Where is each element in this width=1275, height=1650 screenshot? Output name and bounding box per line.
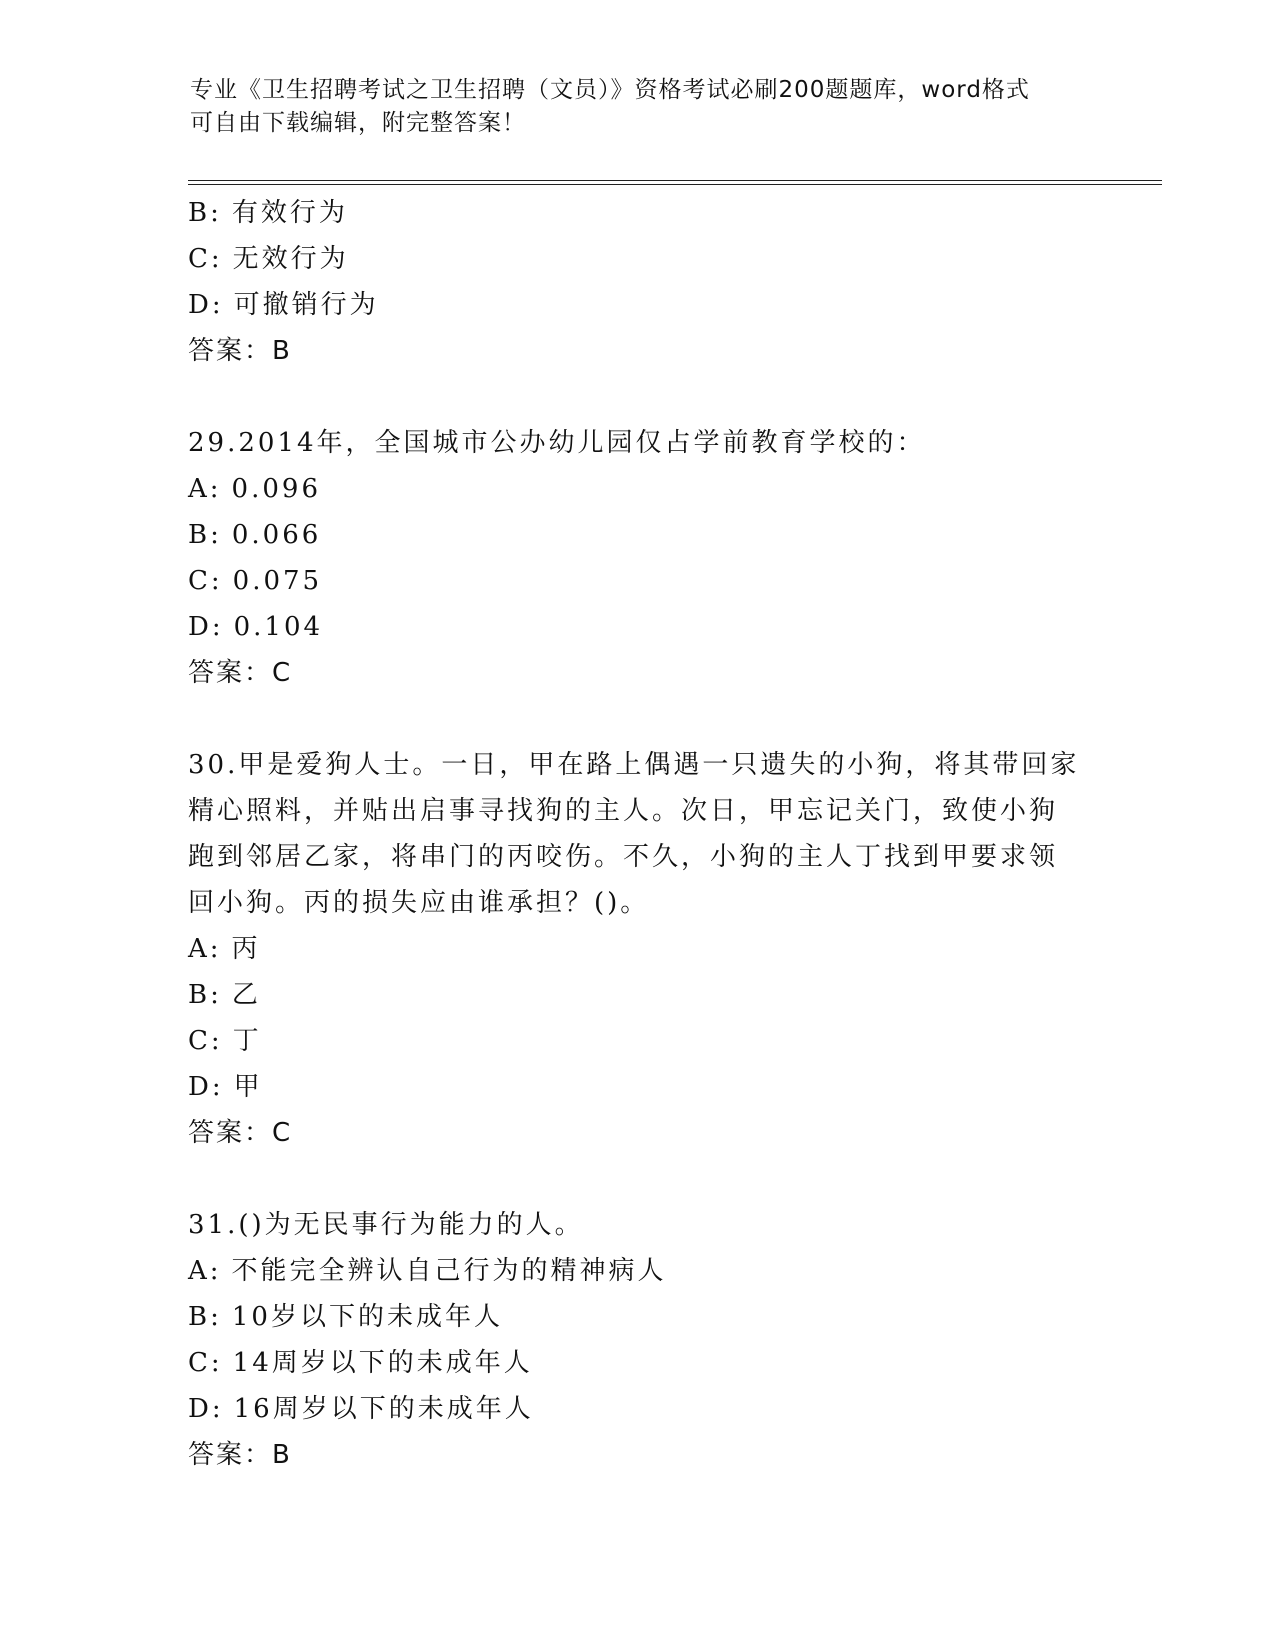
question-29 [188,420,1088,696]
option-text: 0.075 [232,566,323,596]
question-list [188,190,1088,1478]
question-31 [188,1202,1088,1478]
option-text: 无效行为 [232,244,349,274]
option-label: D: [188,612,224,642]
option-text: 0.066 [231,520,322,550]
option-text: 0.104 [233,612,324,642]
option-label: B: [188,980,222,1010]
option-label: A: [188,474,222,504]
answer: 答案：C [188,658,293,688]
option-a [188,466,1088,512]
option-text: 有效行为 [231,198,348,228]
option-label: B: [188,198,222,228]
option-label: B: [188,1302,222,1332]
option-c [188,1340,1088,1386]
option-label: C: [188,1026,223,1056]
question-stem: 31.()为无民事行为能力的人。 [188,1210,584,1240]
header-divider-top [188,180,1162,181]
spacer [188,1156,1088,1202]
question-stem-line: 30.甲是爱狗人士。一日，甲在路上偶遇一只遗失的小狗，将其带回家 [188,750,1080,780]
document-header [190,74,1090,140]
option-a [188,1248,1088,1294]
option-label: D: [188,1072,224,1102]
question-stem-line: 跑到邻居乙家，将串门的丙咬伤。不久，小狗的主人丁找到甲要求领 [188,842,1059,872]
option-label: B: [188,520,222,550]
option-text: 乙 [231,980,261,1010]
option-b [188,972,1088,1018]
option-label: D: [188,290,224,320]
option-label: A: [188,934,222,964]
answer: 答案：C [188,1118,293,1148]
question-stem: 29.2014年，全国城市公办幼儿园仅占学前教育学校的： [188,428,926,458]
option-text: 不能完全辨认自己行为的精神病人 [231,1256,667,1286]
option-text: 丙 [231,934,261,964]
question-30 [188,742,1088,1156]
question-28 [188,190,1088,374]
option-label: C: [188,244,223,274]
header-divider-bottom [188,184,1162,185]
option-label: C: [188,1348,223,1378]
option-text: 14周岁以下的未成年人 [232,1348,533,1378]
option-text: 16周岁以下的未成年人 [233,1394,534,1424]
option-label: D: [188,1394,224,1424]
question-stem-line: 回小狗。丙的损失应由谁承担？()。 [188,888,650,918]
spacer [188,696,1088,742]
spacer [188,374,1088,420]
answer: 答案：B [188,336,292,366]
option-d [188,1064,1088,1110]
option-b [188,512,1088,558]
option-c [188,558,1088,604]
option-label: A: [188,1256,222,1286]
question-stem [188,742,1088,926]
option-label: C: [188,566,223,596]
option-text: 10岁以下的未成年人 [231,1302,503,1332]
option-b [188,1294,1088,1340]
answer: 答案：B [188,1440,292,1470]
option-d [188,282,1088,328]
option-a [188,926,1088,972]
option-text: 丁 [232,1026,262,1056]
option-d [188,604,1088,650]
header-title-line1: 专业《卫生招聘考试之卫生招聘（文员）》资格考试必刷200题题库，word格式 [190,77,1030,103]
option-text: 甲 [233,1072,263,1102]
question-stem-line: 精心照料，并贴出启事寻找狗的主人。次日，甲忘记关门，致使小狗 [188,796,1059,826]
option-text: 0.096 [231,474,321,504]
option-text: 可撤销行为 [233,290,379,320]
option-c [188,236,1088,282]
header-title-line2: 可自由下载编辑，附完整答案！ [190,110,526,136]
option-c [188,1018,1088,1064]
option-b [188,190,1088,236]
option-d [188,1386,1088,1432]
